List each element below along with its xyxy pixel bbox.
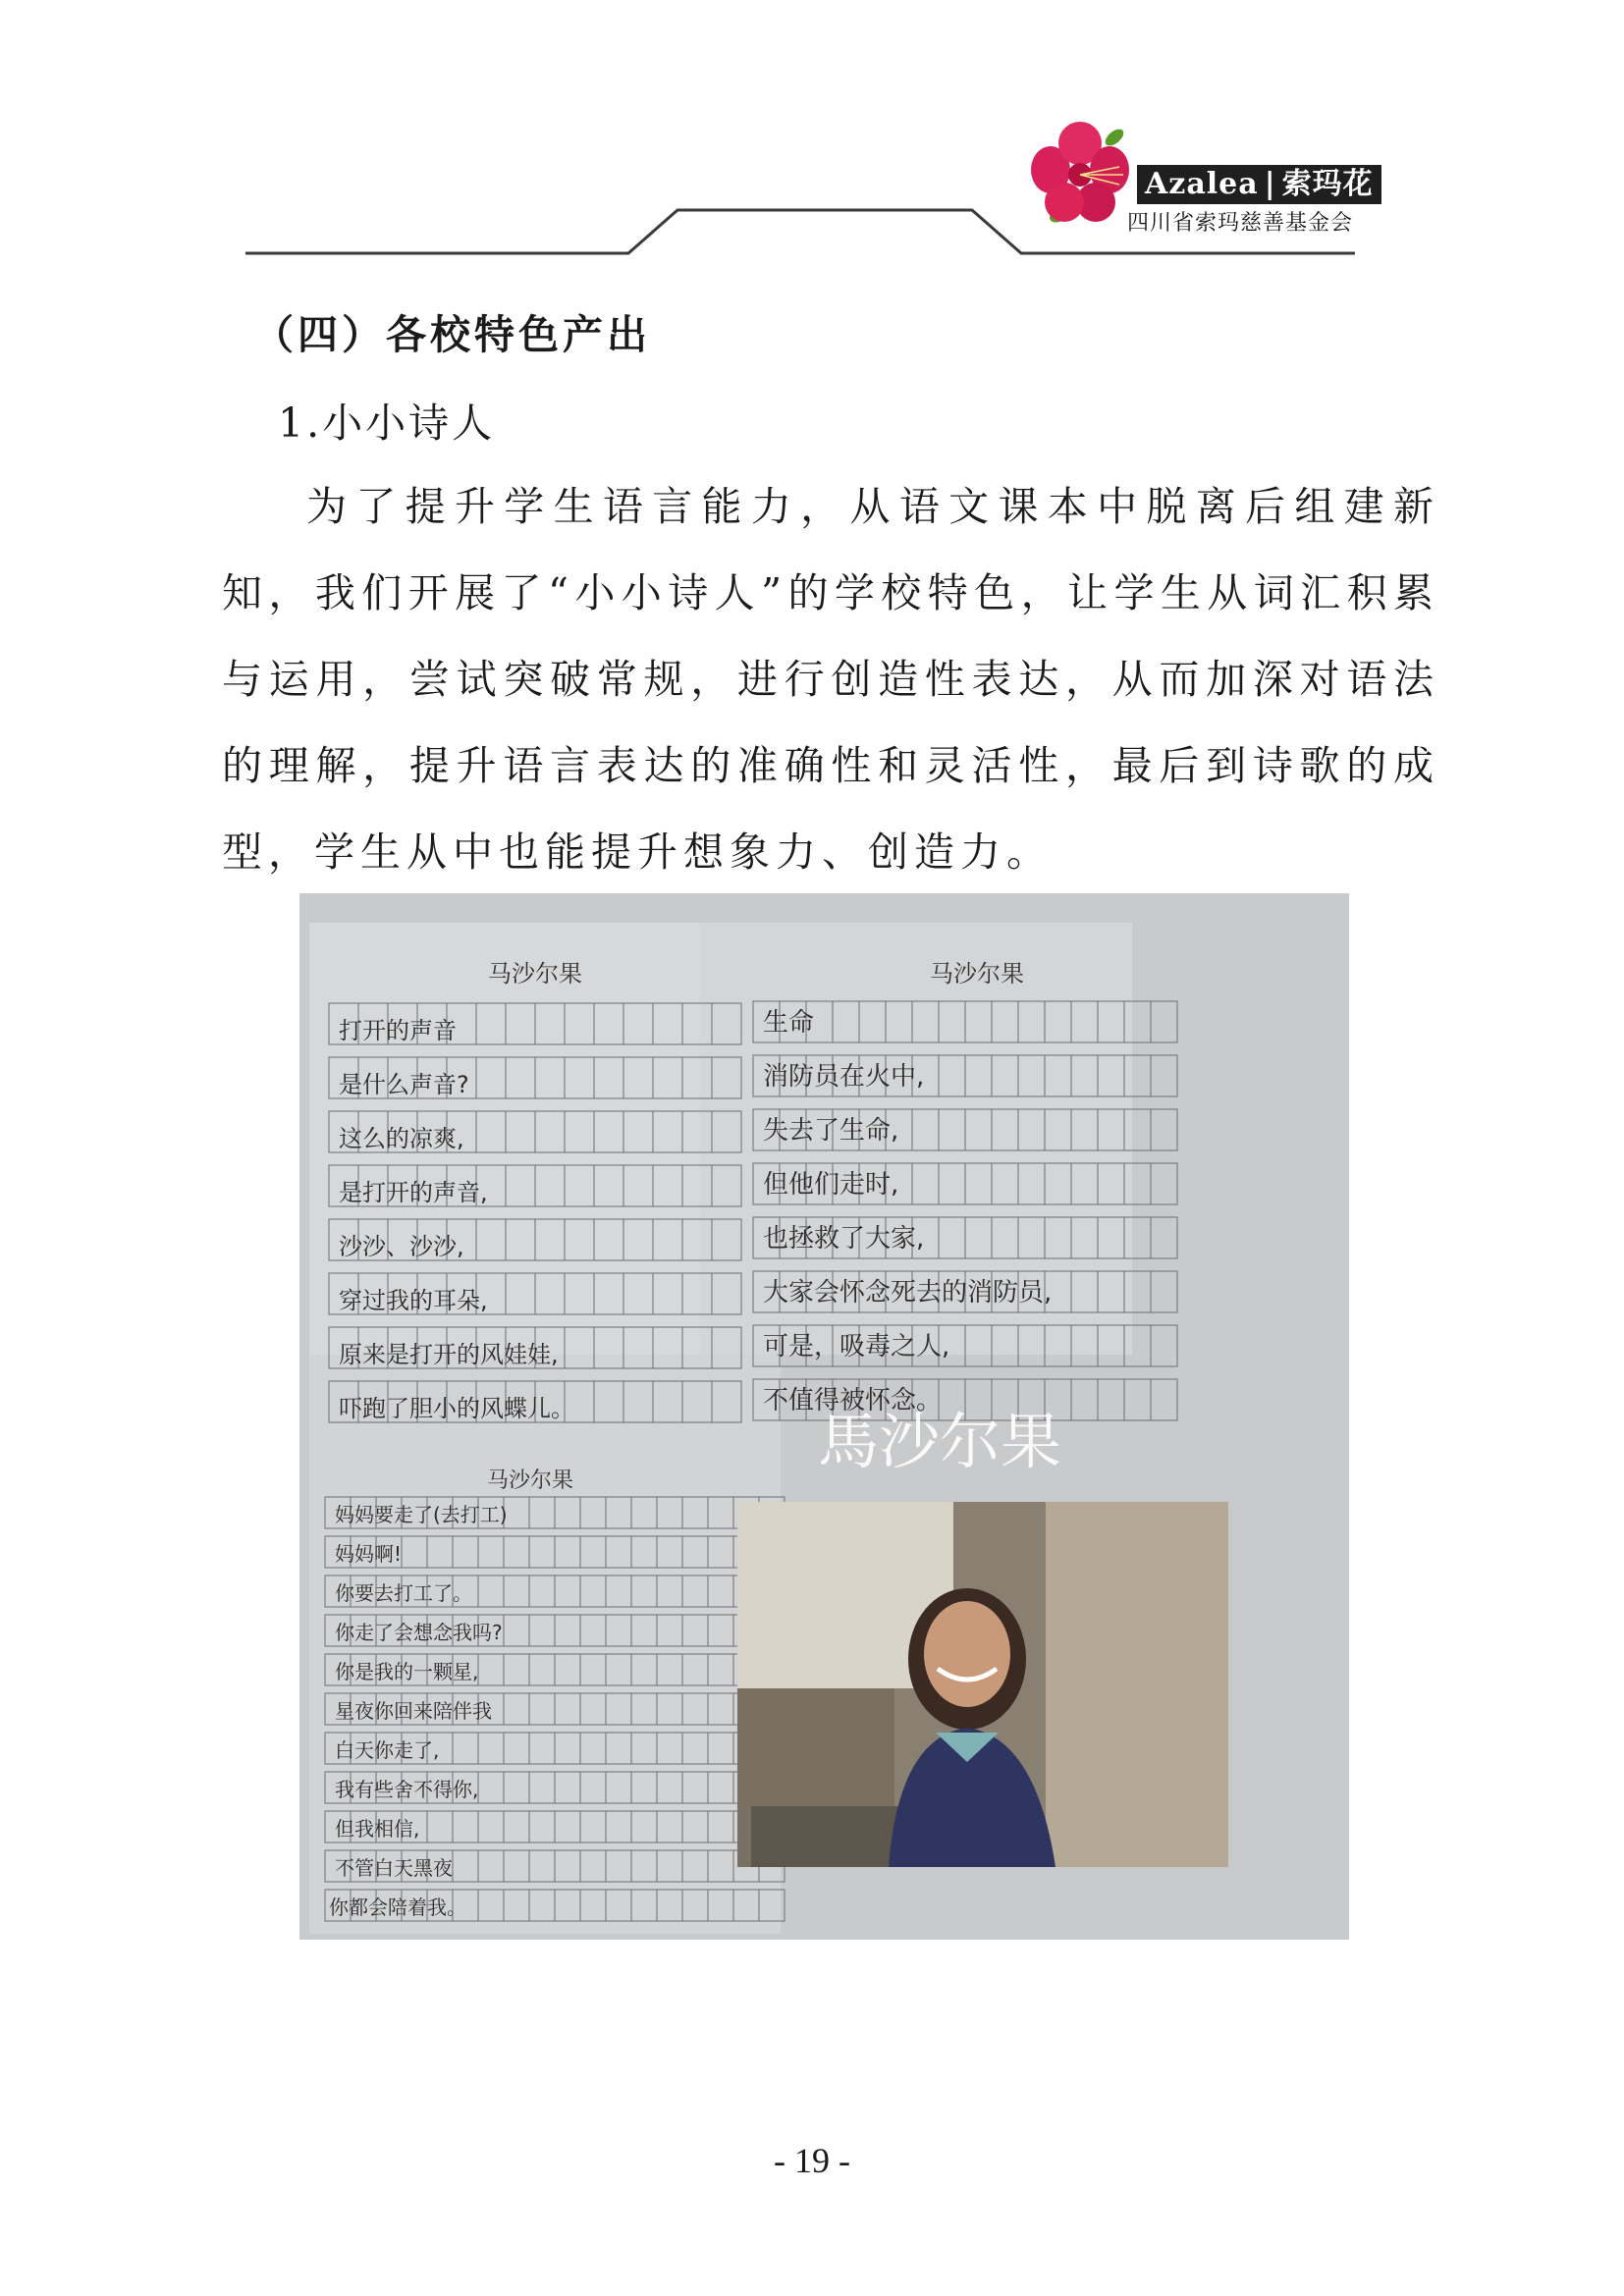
subsection-title: 1.小小诗人	[278, 400, 496, 447]
poem-3-line: 你都会陪着我。	[329, 1896, 466, 1919]
poem-2-line: 生命	[763, 1008, 815, 1038]
poem-2-line: 也拯救了大家,	[763, 1224, 925, 1254]
poem-1-line: 是打开的声音,	[339, 1179, 488, 1206]
page-number: - 19 -	[774, 2141, 850, 2180]
poem-1-line: 原来是打开的风娃娃,	[339, 1341, 559, 1368]
poem-1-author: 马沙尔果	[488, 960, 582, 988]
photo-overlay-name: 馬沙尔果	[817, 1406, 1062, 1477]
body-paragraph: 为了提升学生语言能力，从语文课本中脱离后组建新知，我们开展了“小小诗人”的学校特色，让学生从词汇积累与运用，尝试突破常规，进行创造性表达，从而加深对语法的理解，提升语言表达的准确性和灵活性，最后到诗歌的成型，学生从中也能提升想象力、创造力。	[222, 483, 1439, 876]
poem-3-line: 我有些舍不得你,	[335, 1778, 479, 1801]
poem-1-line: 是什么声音?	[339, 1071, 469, 1098]
poem-3-line: 妈妈要走了(去打工)	[335, 1503, 508, 1526]
poem-1-line: 沙沙、沙沙,	[339, 1233, 464, 1260]
logo-brand-cn: 索玛花	[1281, 167, 1374, 201]
logo-org-name: 四川省索玛慈善基金会	[1127, 211, 1354, 236]
poem-1-line: 打开的声音	[339, 1017, 457, 1044]
poem-3-line: 你要去打工了。	[335, 1581, 472, 1605]
poem-3-line: 但我相信,	[335, 1817, 420, 1841]
poem-3-line: 白天你走了,	[335, 1738, 440, 1762]
poem-2-author: 马沙尔果	[930, 960, 1024, 988]
logo-brand-latin: Azalea	[1145, 167, 1259, 201]
poem-3-line: 你走了会想念我吗?	[335, 1621, 503, 1644]
poem-3-author: 马沙尔果	[486, 1468, 574, 1493]
poems-photo	[299, 893, 1349, 1940]
logo-brand-text: Azalea | 索玛花	[1137, 165, 1381, 204]
azalea-logo	[1021, 116, 1374, 245]
student-portrait	[737, 1502, 1228, 1867]
header-divider-line	[0, 0, 1624, 294]
poem-2-line: 消防员在火中,	[763, 1062, 925, 1092]
poem-2-line: 大家会怀念死去的消防员,	[763, 1278, 1053, 1308]
poem-1-line: 这么的凉爽,	[339, 1125, 464, 1152]
poem-3-line: 妈妈啊!	[335, 1542, 403, 1566]
poem-3-line: 星夜你回来陪伴我	[335, 1699, 492, 1723]
poem-1-line: 吓跑了胆小的风蝶儿。	[339, 1395, 574, 1422]
poem-2-line: 但他们走时,	[763, 1170, 899, 1200]
poem-2-line: 失去了生命,	[763, 1116, 899, 1146]
poem-3-line: 你是我的一颗星,	[335, 1660, 479, 1683]
poem-1-line: 穿过我的耳朵,	[339, 1287, 488, 1314]
section-title: （四）各校特色产出	[253, 311, 651, 358]
poem-2-line: 可是，吸毒之人,	[763, 1332, 950, 1362]
poem-2-line: 不值得被怀念。	[763, 1386, 943, 1415]
poem-3-line: 不管白天黑夜	[335, 1856, 453, 1880]
